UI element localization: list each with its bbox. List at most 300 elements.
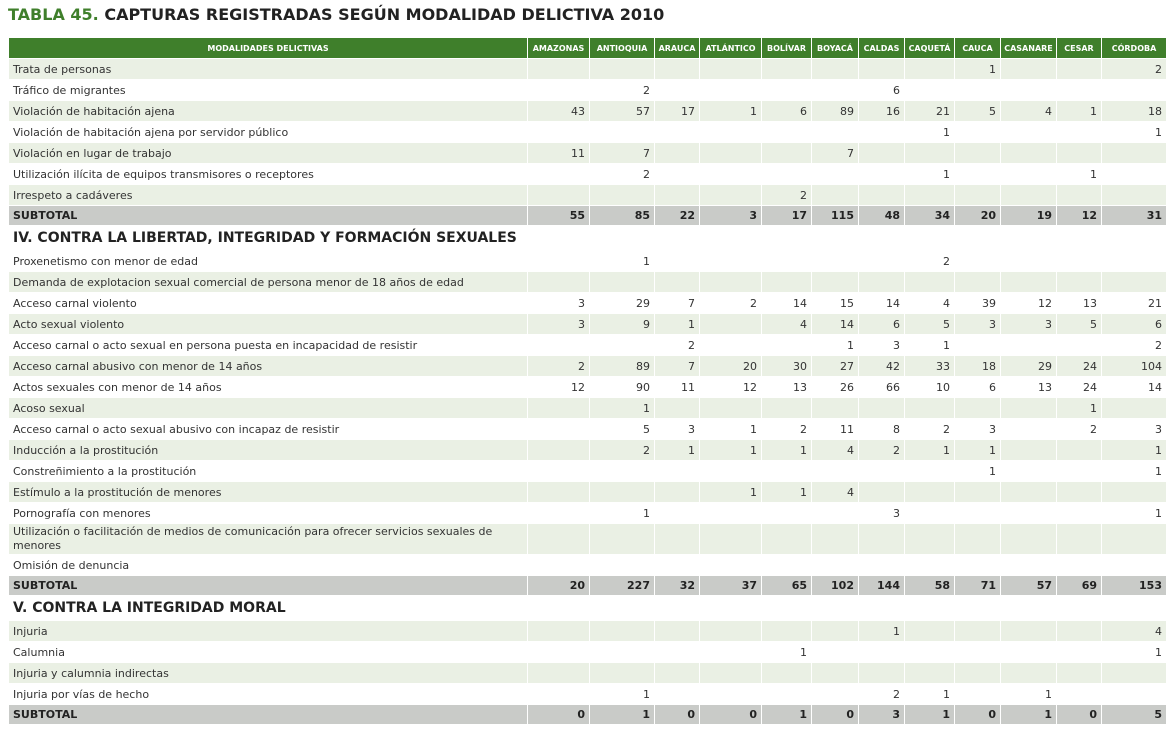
cell-value	[655, 555, 700, 576]
cell-value: 32	[655, 576, 700, 596]
cell-value: 12	[700, 377, 762, 398]
subtotal-row	[9, 206, 1167, 226]
cell-value: 4	[762, 314, 812, 335]
cell-value: 1	[905, 440, 955, 461]
cell-value	[1001, 251, 1057, 272]
cell-value	[762, 251, 812, 272]
cell-value: 7	[812, 143, 859, 164]
cell-value: 13	[762, 377, 812, 398]
cell-value	[1057, 461, 1102, 482]
cell-value	[1057, 503, 1102, 524]
table-title	[8, 4, 664, 26]
cell-value: 71	[955, 576, 1001, 596]
cell-value	[528, 80, 590, 101]
cell-value: 0	[812, 705, 859, 725]
cell-value: 20	[700, 356, 762, 377]
cell-value	[812, 185, 859, 206]
cell-value	[1057, 143, 1102, 164]
cell-value	[655, 164, 700, 185]
row-label: Injuria por vías de hecho	[9, 684, 528, 705]
section-title: IV. CONTRA LA LIBERTAD, INTEGRIDAD Y FORMACIÓN SEXUALES	[9, 226, 1167, 251]
cell-value: 20	[955, 206, 1001, 226]
cell-value: 104	[1102, 356, 1167, 377]
cell-value: 30	[762, 356, 812, 377]
cell-value: 14	[859, 293, 905, 314]
cell-value: 48	[859, 206, 905, 226]
cell-value	[1001, 419, 1057, 440]
cell-value: 66	[859, 377, 905, 398]
cell-value	[700, 555, 762, 576]
cell-value	[1102, 555, 1167, 576]
row-label: Omisión de denuncia	[9, 555, 528, 576]
cell-value	[859, 164, 905, 185]
subtotal-row	[9, 576, 1167, 596]
cell-value: 11	[528, 143, 590, 164]
cell-value	[590, 122, 655, 143]
cell-value	[955, 482, 1001, 503]
cell-value	[1102, 251, 1167, 272]
cell-value: 7	[590, 143, 655, 164]
cell-value: 39	[955, 293, 1001, 314]
cell-value: 58	[905, 576, 955, 596]
cell-value	[1102, 663, 1167, 684]
cell-value: 2	[859, 684, 905, 705]
cell-value	[859, 122, 905, 143]
cell-value: 2	[1102, 59, 1167, 80]
table-row	[9, 80, 1167, 101]
cell-value: 0	[955, 705, 1001, 725]
cell-value: 42	[859, 356, 905, 377]
cell-value	[955, 524, 1001, 555]
row-label: Demanda de explotacion sexual comercial de persona menor de 18 años de edad	[9, 272, 528, 293]
subtotal-label: SUBTOTAL	[9, 576, 528, 596]
cell-value	[859, 663, 905, 684]
cell-value	[762, 524, 812, 555]
cell-value	[1001, 461, 1057, 482]
column-header-department: BOYACÁ	[812, 38, 859, 59]
cell-value	[1057, 251, 1102, 272]
cell-value	[1057, 621, 1102, 642]
cell-value	[590, 335, 655, 356]
cell-value	[700, 80, 762, 101]
cell-value	[905, 524, 955, 555]
cell-value	[528, 461, 590, 482]
cell-value	[700, 164, 762, 185]
cell-value	[528, 59, 590, 80]
cell-value	[1057, 684, 1102, 705]
cell-value	[955, 555, 1001, 576]
cell-value: 14	[1102, 377, 1167, 398]
cell-value	[700, 461, 762, 482]
cell-value: 10	[905, 377, 955, 398]
cell-value	[700, 272, 762, 293]
cell-value	[1001, 272, 1057, 293]
cell-value: 3	[1102, 419, 1167, 440]
cell-value: 4	[1102, 621, 1167, 642]
cell-value: 37	[700, 576, 762, 596]
cell-value	[1001, 555, 1057, 576]
cell-value: 3	[528, 293, 590, 314]
cell-value: 69	[1057, 576, 1102, 596]
cell-value	[655, 272, 700, 293]
cell-value: 8	[859, 419, 905, 440]
table-row	[9, 164, 1167, 185]
cell-value: 1	[590, 503, 655, 524]
cell-value	[1001, 524, 1057, 555]
cell-value	[655, 143, 700, 164]
column-header-department: ARAUCA	[655, 38, 700, 59]
cell-value: 89	[812, 101, 859, 122]
cell-value	[655, 80, 700, 101]
table-row	[9, 377, 1167, 398]
cell-value	[812, 272, 859, 293]
subtotal-label: SUBTOTAL	[9, 206, 528, 226]
row-label: Acceso carnal o acto sexual en persona puesta en incapacidad de resistir	[9, 335, 528, 356]
cell-value	[528, 272, 590, 293]
cell-value: 11	[812, 419, 859, 440]
cell-value	[528, 621, 590, 642]
cell-value: 115	[812, 206, 859, 226]
cell-value	[528, 503, 590, 524]
cell-value	[905, 503, 955, 524]
cell-value	[1001, 440, 1057, 461]
cell-value	[528, 398, 590, 419]
cell-value: 18	[955, 356, 1001, 377]
cell-value: 90	[590, 377, 655, 398]
cell-value	[762, 663, 812, 684]
cell-value	[905, 555, 955, 576]
section-title: V. CONTRA LA INTEGRIDAD MORAL	[9, 596, 1167, 621]
table-row	[9, 251, 1167, 272]
cell-value: 1	[905, 164, 955, 185]
table-row	[9, 482, 1167, 503]
cell-value	[762, 335, 812, 356]
cell-value: 1	[762, 482, 812, 503]
subtotal-label: SUBTOTAL	[9, 705, 528, 725]
cell-value: 33	[905, 356, 955, 377]
table-row	[9, 293, 1167, 314]
cell-value	[955, 663, 1001, 684]
cell-value	[955, 122, 1001, 143]
cell-value: 1	[1001, 705, 1057, 725]
cell-value	[955, 684, 1001, 705]
cell-value	[905, 482, 955, 503]
table-row	[9, 440, 1167, 461]
cell-value: 2	[655, 335, 700, 356]
cell-value: 5	[955, 101, 1001, 122]
cell-value	[905, 621, 955, 642]
cell-value: 5	[590, 419, 655, 440]
table-row	[9, 663, 1167, 684]
cell-value: 14	[812, 314, 859, 335]
cell-value	[1001, 143, 1057, 164]
cell-value: 102	[812, 576, 859, 596]
row-label: Proxenetismo con menor de edad	[9, 251, 528, 272]
column-header-department: CÓRDOBA	[1102, 38, 1167, 59]
cell-value	[859, 251, 905, 272]
cell-value: 27	[812, 356, 859, 377]
cell-value: 5	[1057, 314, 1102, 335]
cell-value	[905, 80, 955, 101]
cell-value	[1001, 482, 1057, 503]
cell-value	[1057, 272, 1102, 293]
table-row	[9, 642, 1167, 663]
table-row	[9, 503, 1167, 524]
cell-value: 3	[859, 503, 905, 524]
cell-value	[590, 272, 655, 293]
table-row	[9, 555, 1167, 576]
table-row	[9, 59, 1167, 80]
cell-value	[700, 663, 762, 684]
cell-value	[655, 642, 700, 663]
row-label: Acceso carnal o acto sexual abusivo con incapaz de resistir	[9, 419, 528, 440]
cell-value	[762, 122, 812, 143]
cell-value	[1001, 335, 1057, 356]
cell-value: 3	[859, 705, 905, 725]
cell-value	[812, 663, 859, 684]
cell-value	[528, 684, 590, 705]
cell-value: 2	[528, 356, 590, 377]
cell-value	[905, 461, 955, 482]
cell-value: 31	[1102, 206, 1167, 226]
cell-value	[955, 272, 1001, 293]
cell-value	[905, 663, 955, 684]
cell-value	[1057, 524, 1102, 555]
cell-value: 19	[1001, 206, 1057, 226]
cell-value	[528, 251, 590, 272]
cell-value	[655, 251, 700, 272]
row-label: Constreñimiento a la prostitución	[9, 461, 528, 482]
cell-value: 3	[655, 419, 700, 440]
cell-value	[812, 122, 859, 143]
cell-value: 227	[590, 576, 655, 596]
table-row	[9, 419, 1167, 440]
cell-value	[1057, 185, 1102, 206]
cell-value	[1057, 122, 1102, 143]
cell-value: 3	[1001, 314, 1057, 335]
cell-value	[762, 621, 812, 642]
cell-value	[655, 503, 700, 524]
column-header-department: BOLÍVAR	[762, 38, 812, 59]
cell-value: 34	[905, 206, 955, 226]
captures-table	[8, 37, 1167, 725]
cell-value: 2	[590, 440, 655, 461]
cell-value	[859, 185, 905, 206]
cell-value	[528, 440, 590, 461]
cell-value	[1102, 482, 1167, 503]
cell-value	[859, 59, 905, 80]
cell-value: 20	[528, 576, 590, 596]
cell-value	[700, 684, 762, 705]
cell-value	[955, 185, 1001, 206]
cell-value	[1102, 272, 1167, 293]
column-header-department: CALDAS	[859, 38, 905, 59]
cell-value: 12	[1001, 293, 1057, 314]
cell-value: 5	[1102, 705, 1167, 725]
row-label: Tráfico de migrantes	[9, 80, 528, 101]
cell-value: 3	[955, 314, 1001, 335]
cell-value: 85	[590, 206, 655, 226]
cell-value: 2	[762, 185, 812, 206]
cell-value	[812, 59, 859, 80]
cell-value	[955, 80, 1001, 101]
cell-value: 18	[1102, 101, 1167, 122]
cell-value: 1	[590, 705, 655, 725]
cell-value	[762, 461, 812, 482]
cell-value	[762, 59, 812, 80]
cell-value: 6	[1102, 314, 1167, 335]
cell-value	[590, 185, 655, 206]
column-header-department: ANTIOQUIA	[590, 38, 655, 59]
cell-value: 1	[955, 440, 1001, 461]
cell-value	[655, 482, 700, 503]
cell-value	[700, 59, 762, 80]
cell-value	[905, 642, 955, 663]
cell-value: 1	[762, 705, 812, 725]
cell-value	[905, 272, 955, 293]
table-number: TABLA 45.	[8, 5, 99, 24]
cell-value: 6	[859, 80, 905, 101]
cell-value: 55	[528, 206, 590, 226]
cell-value	[655, 461, 700, 482]
cell-value: 11	[655, 377, 700, 398]
row-label: Utilización o facilitación de medios de comunicación para ofrecer servicios sexuales de menores	[9, 524, 528, 555]
cell-value: 1	[955, 461, 1001, 482]
cell-value	[955, 621, 1001, 642]
table-row	[9, 314, 1167, 335]
cell-value	[700, 335, 762, 356]
cell-value	[700, 314, 762, 335]
cell-value	[812, 164, 859, 185]
cell-value: 153	[1102, 576, 1167, 596]
cell-value	[528, 482, 590, 503]
cell-value	[1102, 524, 1167, 555]
cell-value: 2	[590, 80, 655, 101]
cell-value: 1	[700, 440, 762, 461]
cell-value	[762, 398, 812, 419]
cell-value: 2	[905, 251, 955, 272]
cell-value: 1	[700, 419, 762, 440]
cell-value	[812, 524, 859, 555]
cell-value: 1	[1102, 461, 1167, 482]
table-row	[9, 272, 1167, 293]
cell-value	[528, 524, 590, 555]
cell-value	[762, 555, 812, 576]
cell-value	[700, 398, 762, 419]
cell-value: 2	[700, 293, 762, 314]
row-label: Violación en lugar de trabajo	[9, 143, 528, 164]
cell-value: 24	[1057, 377, 1102, 398]
cell-value	[905, 185, 955, 206]
cell-value	[859, 143, 905, 164]
cell-value: 14	[762, 293, 812, 314]
cell-value	[528, 185, 590, 206]
cell-value	[528, 663, 590, 684]
row-label: Injuria	[9, 621, 528, 642]
cell-value	[859, 642, 905, 663]
column-header-department: ATLÁNTICO	[700, 38, 762, 59]
cell-value	[590, 663, 655, 684]
cell-value	[762, 503, 812, 524]
cell-value	[905, 143, 955, 164]
cell-value	[812, 398, 859, 419]
cell-value: 2	[859, 440, 905, 461]
cell-value	[1057, 59, 1102, 80]
cell-value: 2	[1057, 419, 1102, 440]
cell-value: 1	[700, 482, 762, 503]
cell-value: 1	[1057, 101, 1102, 122]
cell-value: 89	[590, 356, 655, 377]
column-header-department: AMAZONAS	[528, 38, 590, 59]
cell-value	[762, 80, 812, 101]
cell-value: 144	[859, 576, 905, 596]
cell-value: 3	[955, 419, 1001, 440]
cell-value	[528, 419, 590, 440]
row-label: Violación de habitación ajena por servidor público	[9, 122, 528, 143]
cell-value	[1001, 398, 1057, 419]
cell-value	[655, 663, 700, 684]
row-label: Irrespeto a cadáveres	[9, 185, 528, 206]
cell-value: 1	[1102, 440, 1167, 461]
cell-value: 2	[1102, 335, 1167, 356]
cell-value: 4	[812, 482, 859, 503]
cell-value: 4	[812, 440, 859, 461]
cell-value: 1	[955, 59, 1001, 80]
table-row	[9, 684, 1167, 705]
cell-value	[1057, 80, 1102, 101]
cell-value: 1	[905, 705, 955, 725]
cell-value	[528, 164, 590, 185]
cell-value	[812, 80, 859, 101]
cell-value: 26	[812, 377, 859, 398]
cell-value: 3	[859, 335, 905, 356]
table-row	[9, 461, 1167, 482]
cell-value: 1	[1102, 642, 1167, 663]
cell-value: 1	[1102, 503, 1167, 524]
cell-value	[762, 684, 812, 705]
column-header-department: CAQUETÁ	[905, 38, 955, 59]
table-row	[9, 356, 1167, 377]
table-row	[9, 143, 1167, 164]
cell-value: 5	[905, 314, 955, 335]
table-title-text: CAPTURAS REGISTRADAS SEGÚN MODALIDAD DELICTIVA 2010	[104, 5, 665, 24]
cell-value: 1	[655, 314, 700, 335]
cell-value: 0	[655, 705, 700, 725]
cell-value	[700, 621, 762, 642]
cell-value: 1	[590, 251, 655, 272]
cell-value: 13	[1001, 377, 1057, 398]
cell-value	[590, 642, 655, 663]
table-row	[9, 621, 1167, 642]
cell-value: 1	[700, 101, 762, 122]
row-label: Pornografía con menores	[9, 503, 528, 524]
cell-value: 17	[655, 101, 700, 122]
cell-value: 4	[1001, 101, 1057, 122]
cell-value: 1	[762, 642, 812, 663]
row-label: Trata de personas	[9, 59, 528, 80]
cell-value	[812, 621, 859, 642]
cell-value	[700, 251, 762, 272]
cell-value	[1057, 482, 1102, 503]
cell-value: 1	[812, 335, 859, 356]
cell-value	[905, 398, 955, 419]
section-header-row	[9, 596, 1167, 621]
cell-value	[590, 555, 655, 576]
cell-value: 1	[655, 440, 700, 461]
cell-value: 7	[655, 356, 700, 377]
cell-value	[955, 251, 1001, 272]
row-label: Acoso sexual	[9, 398, 528, 419]
